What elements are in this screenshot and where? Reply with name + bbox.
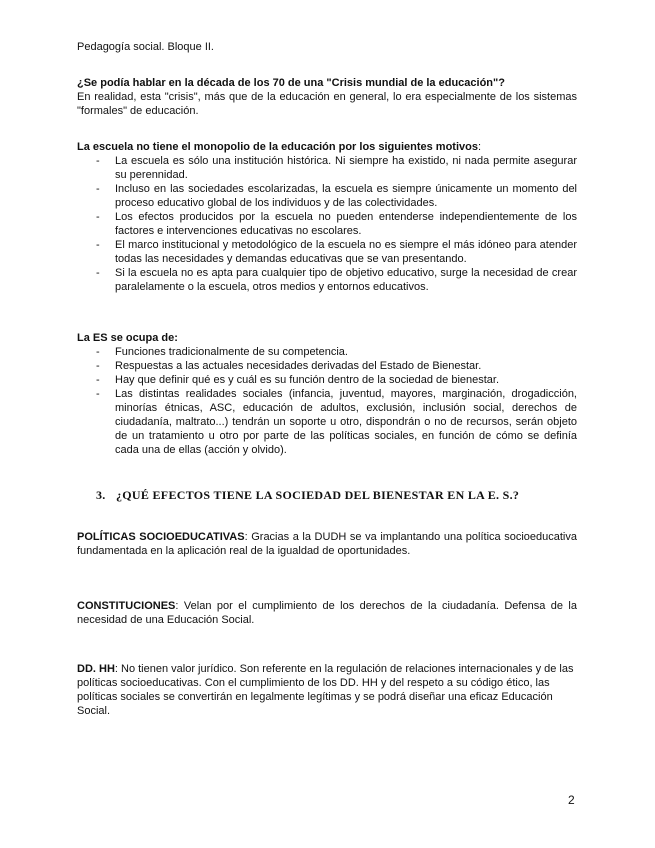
ddhh-label: DD. HH — [77, 663, 115, 675]
monopolio-section — [77, 140, 577, 294]
section-3-title: ¿QUÉ EFECTOS TIENE LA SOCIEDAD DEL BIENESTAR EN LA E. S.? — [116, 488, 520, 502]
crisis-answer: En realidad, esta "crisis", más que de la educación en general, lo era especialmente de los sistemas "formales" de educación. — [77, 91, 577, 117]
list-item: - La escuela es sólo una institución histórica. Ni siempre ha existido, ni nada permite asegurar su perennidad. — [77, 154, 577, 182]
list-item: - Las distintas realidades sociales (infancia, juventud, mayores, marginación, drogadicción, minorías étnicas, ASC, educación de adultos, exclusión, inclusión social, derechos de ciudadanía, maltrato...) tendrán un soporte u otro, dispondrán o no de recursos, serán objeto de un tratamiento u otro por parte de las políticas sociales, en función de cómo se definía cada una de ellas (acción y olvido). — [77, 387, 577, 457]
list-item: - Funciones tradicionalmente de su competencia. — [77, 345, 577, 359]
politicas-text: : Gracias a la DUDH se va implantando una política socioeducativa fundamentada en la aplicación real de la igualdad de oportunidades. — [77, 531, 577, 557]
list-item: - Los efectos producidos por la escuela no pueden entenderse independientemente de los factores e intervenciones educativas no escolares. — [77, 210, 577, 238]
es-heading: La ES se ocupa de: — [77, 332, 178, 344]
es-list — [77, 345, 577, 457]
list-item: - Hay que definir qué es y cuál es su función dentro de la sociedad de bienestar. — [77, 373, 577, 387]
politicas-paragraph — [77, 530, 577, 558]
crisis-section — [77, 76, 577, 118]
list-item: - El marco institucional y metodológico de la escuela no es siempre el más idóneo para atender todas las necesidades y demandas educativas que se van presentando. — [77, 238, 577, 266]
crisis-question: ¿Se podía hablar en la década de los 70 de una "Crisis mundial de la educación"? — [77, 77, 505, 89]
ddhh-paragraph — [77, 662, 577, 718]
monopolio-intro — [77, 140, 577, 154]
es-section — [77, 331, 577, 457]
monopolio-intro-tail: : — [477, 141, 482, 153]
page-number: 2 — [568, 793, 575, 807]
monopolio-list — [77, 154, 577, 294]
ddhh-text: : No tienen valor jurídico. Son referente en la regulación de relaciones internacionales y de las políticas socioeducativas. Con el cumplimiento de los DD. HH y del respeto a su código ético, las políticas sociales se convertirán en legalmente legítimas y se podrá diseñar una eficaz Educación Social. — [77, 663, 574, 717]
constituciones-label: CONSTITUCIONES — [77, 600, 176, 612]
section-3-number: 3. — [96, 488, 106, 502]
politicas-label: POLÍTICAS SOCIOEDUCATIVAS — [77, 531, 245, 543]
section-3-heading — [96, 488, 519, 502]
list-item: - Respuestas a las actuales necesidades derivadas del Estado de Bienestar. — [77, 359, 577, 373]
page-header: Pedagogía social. Bloque II. — [77, 41, 214, 53]
list-item: - Incluso en las sociedades escolarizadas, la escuela es siempre únicamente un momento del proceso educativo global de los individuos y de las colectividades. — [77, 182, 577, 210]
monopolio-intro-bold: La escuela no tiene el monopolio de la educación por los siguientes motivos — [77, 141, 478, 153]
constituciones-paragraph — [77, 599, 577, 627]
list-item: - Si la escuela no es apta para cualquier tipo de objetivo educativo, surge la necesidad de crear paralelamente o la escuela, otros medios y entornos educativos. — [77, 266, 577, 294]
constituciones-text: : Velan por el cumplimiento de los derechos de la ciudadanía. Defensa de la necesidad de una Educación Social. — [77, 600, 577, 626]
